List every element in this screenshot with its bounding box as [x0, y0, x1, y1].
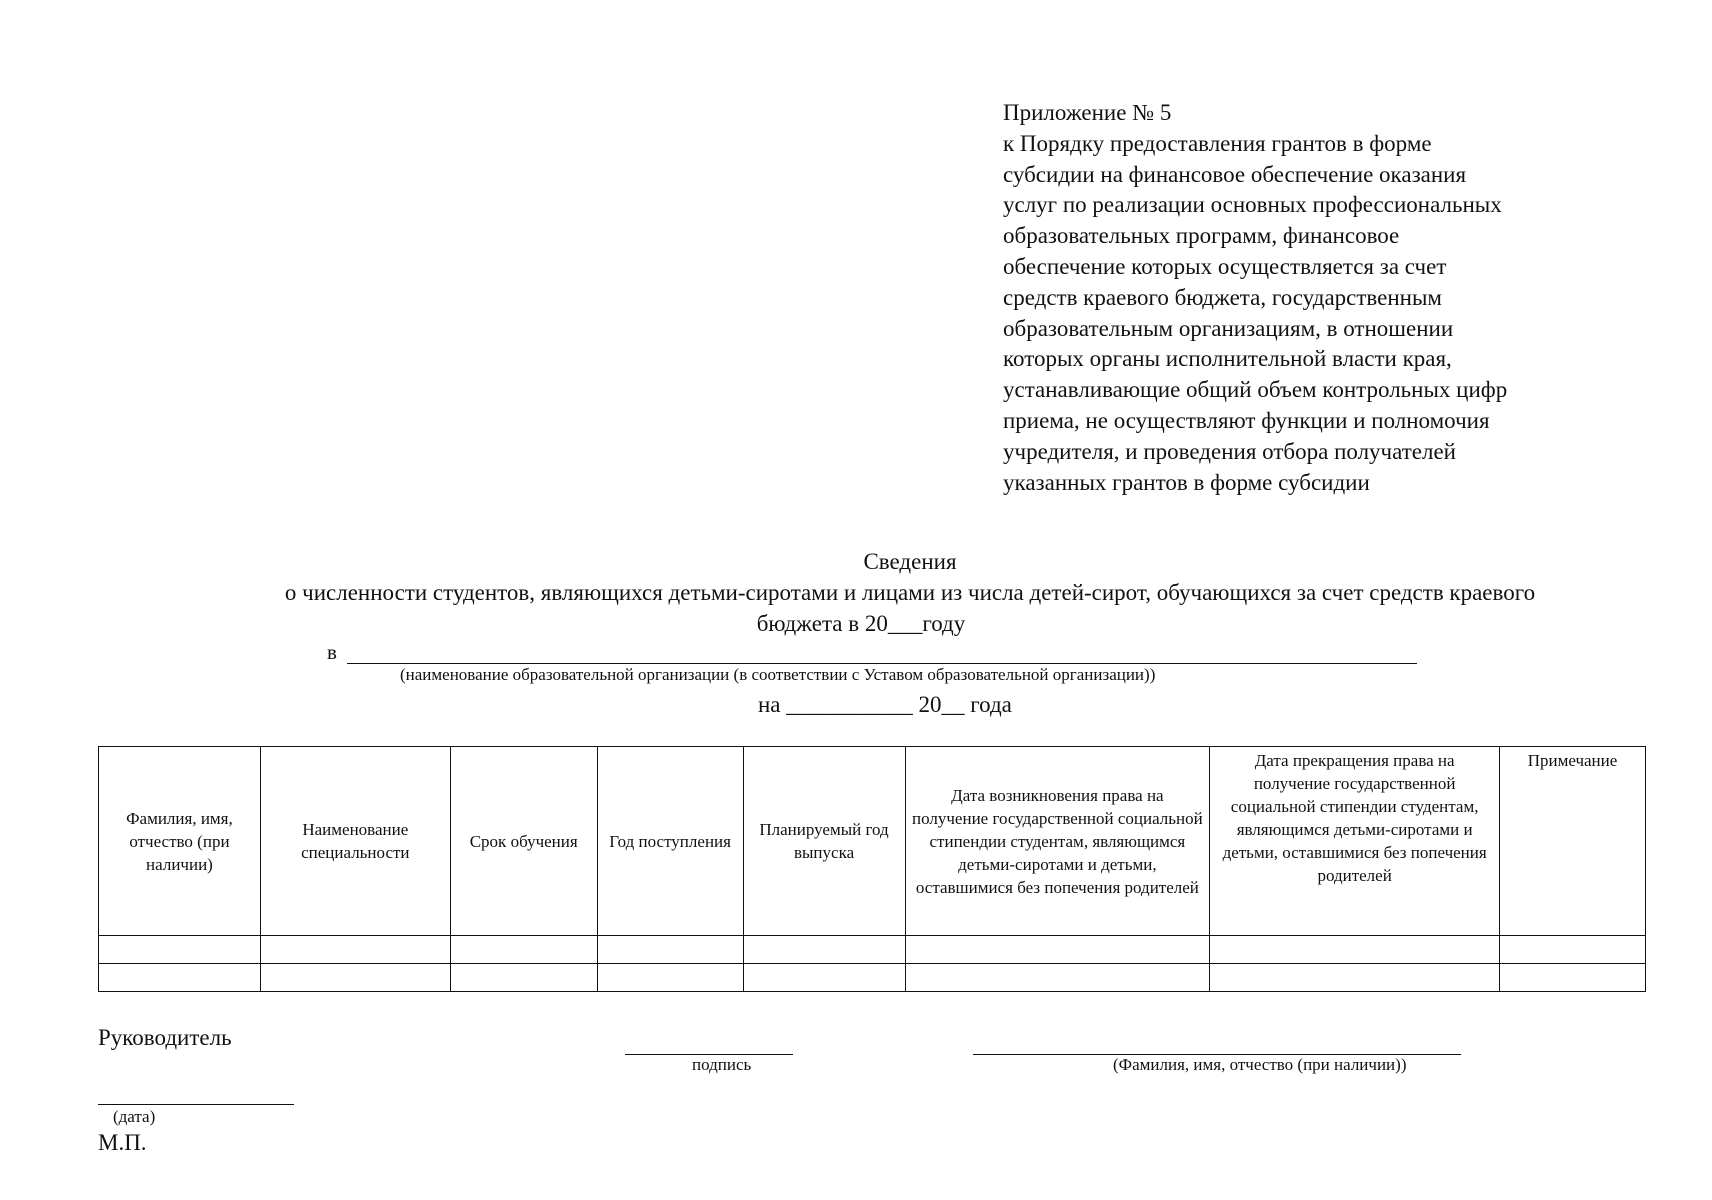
head-label: Руководитель: [98, 1025, 232, 1050]
appendix-line: учредителя, и проведения отбора получателей: [1003, 438, 1456, 464]
appendix-line: устанавливающие общий объем контрольных цифр: [1003, 377, 1508, 403]
table-cell[interactable]: [450, 964, 597, 992]
appendix-line: субсидии на финансовое обеспечение оказания: [1003, 161, 1467, 187]
appendix-line: указанных грантов в форме субсидии: [1003, 469, 1370, 495]
table-cell[interactable]: [905, 936, 1210, 964]
table-cell[interactable]: [1210, 964, 1500, 992]
report-date-line: на ___________ 20__ года: [758, 692, 1012, 717]
document-title: [0, 546, 1712, 639]
table-cell[interactable]: [1500, 936, 1646, 964]
col-right-start-date: Дата возникновения права на получение государственной социальной стипендии студентам, являющимся детьми-сиротами и детьми, оставшимися без попечения родителей: [905, 747, 1210, 936]
appendix-line: услуг по реализации основных профессиональных: [1003, 192, 1502, 218]
table-header-row: [99, 747, 1646, 936]
col-graduation-year: Планируемый год выпуска: [743, 747, 905, 936]
org-caption: (наименование образовательной организации (в соответствии с Уставом образовательной организации)): [400, 665, 1156, 684]
appendix-line: обеспечение которых осуществляется за счет: [1003, 253, 1447, 279]
title-heading: Сведения: [863, 549, 957, 574]
col-full-name: Фамилия, имя, отчество (при наличии): [99, 747, 261, 936]
col-right-end-date: Дата прекращения права на получение государственной социальной стипендии студентам, являющимся детьми-сиротами и детьми, оставшимися без попечения родителей: [1210, 747, 1500, 936]
appendix-line: образовательным организациям, в отношении: [1003, 315, 1454, 341]
table-cell[interactable]: [1500, 964, 1646, 992]
appendix-line: средств краевого бюджета, государственным: [1003, 284, 1442, 310]
students-table: [98, 746, 1646, 992]
table-cell[interactable]: [905, 964, 1210, 992]
stamp-label: М.П.: [98, 1130, 147, 1155]
col-specialty: Наименование специальности: [260, 747, 450, 936]
table-cell[interactable]: [450, 936, 597, 964]
col-note: Примечание: [1500, 747, 1646, 936]
table-cell[interactable]: [99, 964, 261, 992]
signature-caption: подпись: [692, 1055, 752, 1074]
org-prefix: в: [327, 640, 337, 664]
appendix-note: [1003, 98, 1643, 498]
date-caption: (дата): [113, 1107, 156, 1126]
table-row: [99, 936, 1646, 964]
appendix-line: образовательных программ, финансовое: [1003, 223, 1400, 249]
org-name-underline: [347, 644, 1417, 664]
table-row: [99, 964, 1646, 992]
table-cell[interactable]: [1210, 936, 1500, 964]
table-cell[interactable]: [743, 936, 905, 964]
signature-underline[interactable]: [625, 1040, 793, 1055]
name-caption: (Фамилия, имя, отчество (при наличии)): [1113, 1055, 1407, 1074]
table-cell[interactable]: [597, 964, 743, 992]
table-cell[interactable]: [260, 936, 450, 964]
col-admission-year: Год поступления: [597, 747, 743, 936]
date-underline[interactable]: [98, 1092, 294, 1105]
name-underline[interactable]: [973, 1040, 1461, 1055]
appendix-line: которых органы исполнительной власти края,: [1003, 346, 1452, 372]
appendix-line: Приложение № 5: [1003, 100, 1172, 125]
appendix-line: приема, не осуществляют функции и полномочия: [1003, 407, 1490, 433]
col-study-term: Срок обучения: [450, 747, 597, 936]
table-cell[interactable]: [260, 964, 450, 992]
title-subject-line1: о численности студентов, являющихся детьми-сиротами и лицами из числа детей-сирот, обучающихся за счет средств краевого: [284, 580, 1536, 605]
title-subject-line2: бюджета в 20___году: [756, 611, 966, 636]
appendix-line: к Порядку предоставления грантов в форме: [1003, 130, 1432, 156]
table-cell[interactable]: [99, 936, 261, 964]
table-cell[interactable]: [597, 936, 743, 964]
table-cell[interactable]: [743, 964, 905, 992]
